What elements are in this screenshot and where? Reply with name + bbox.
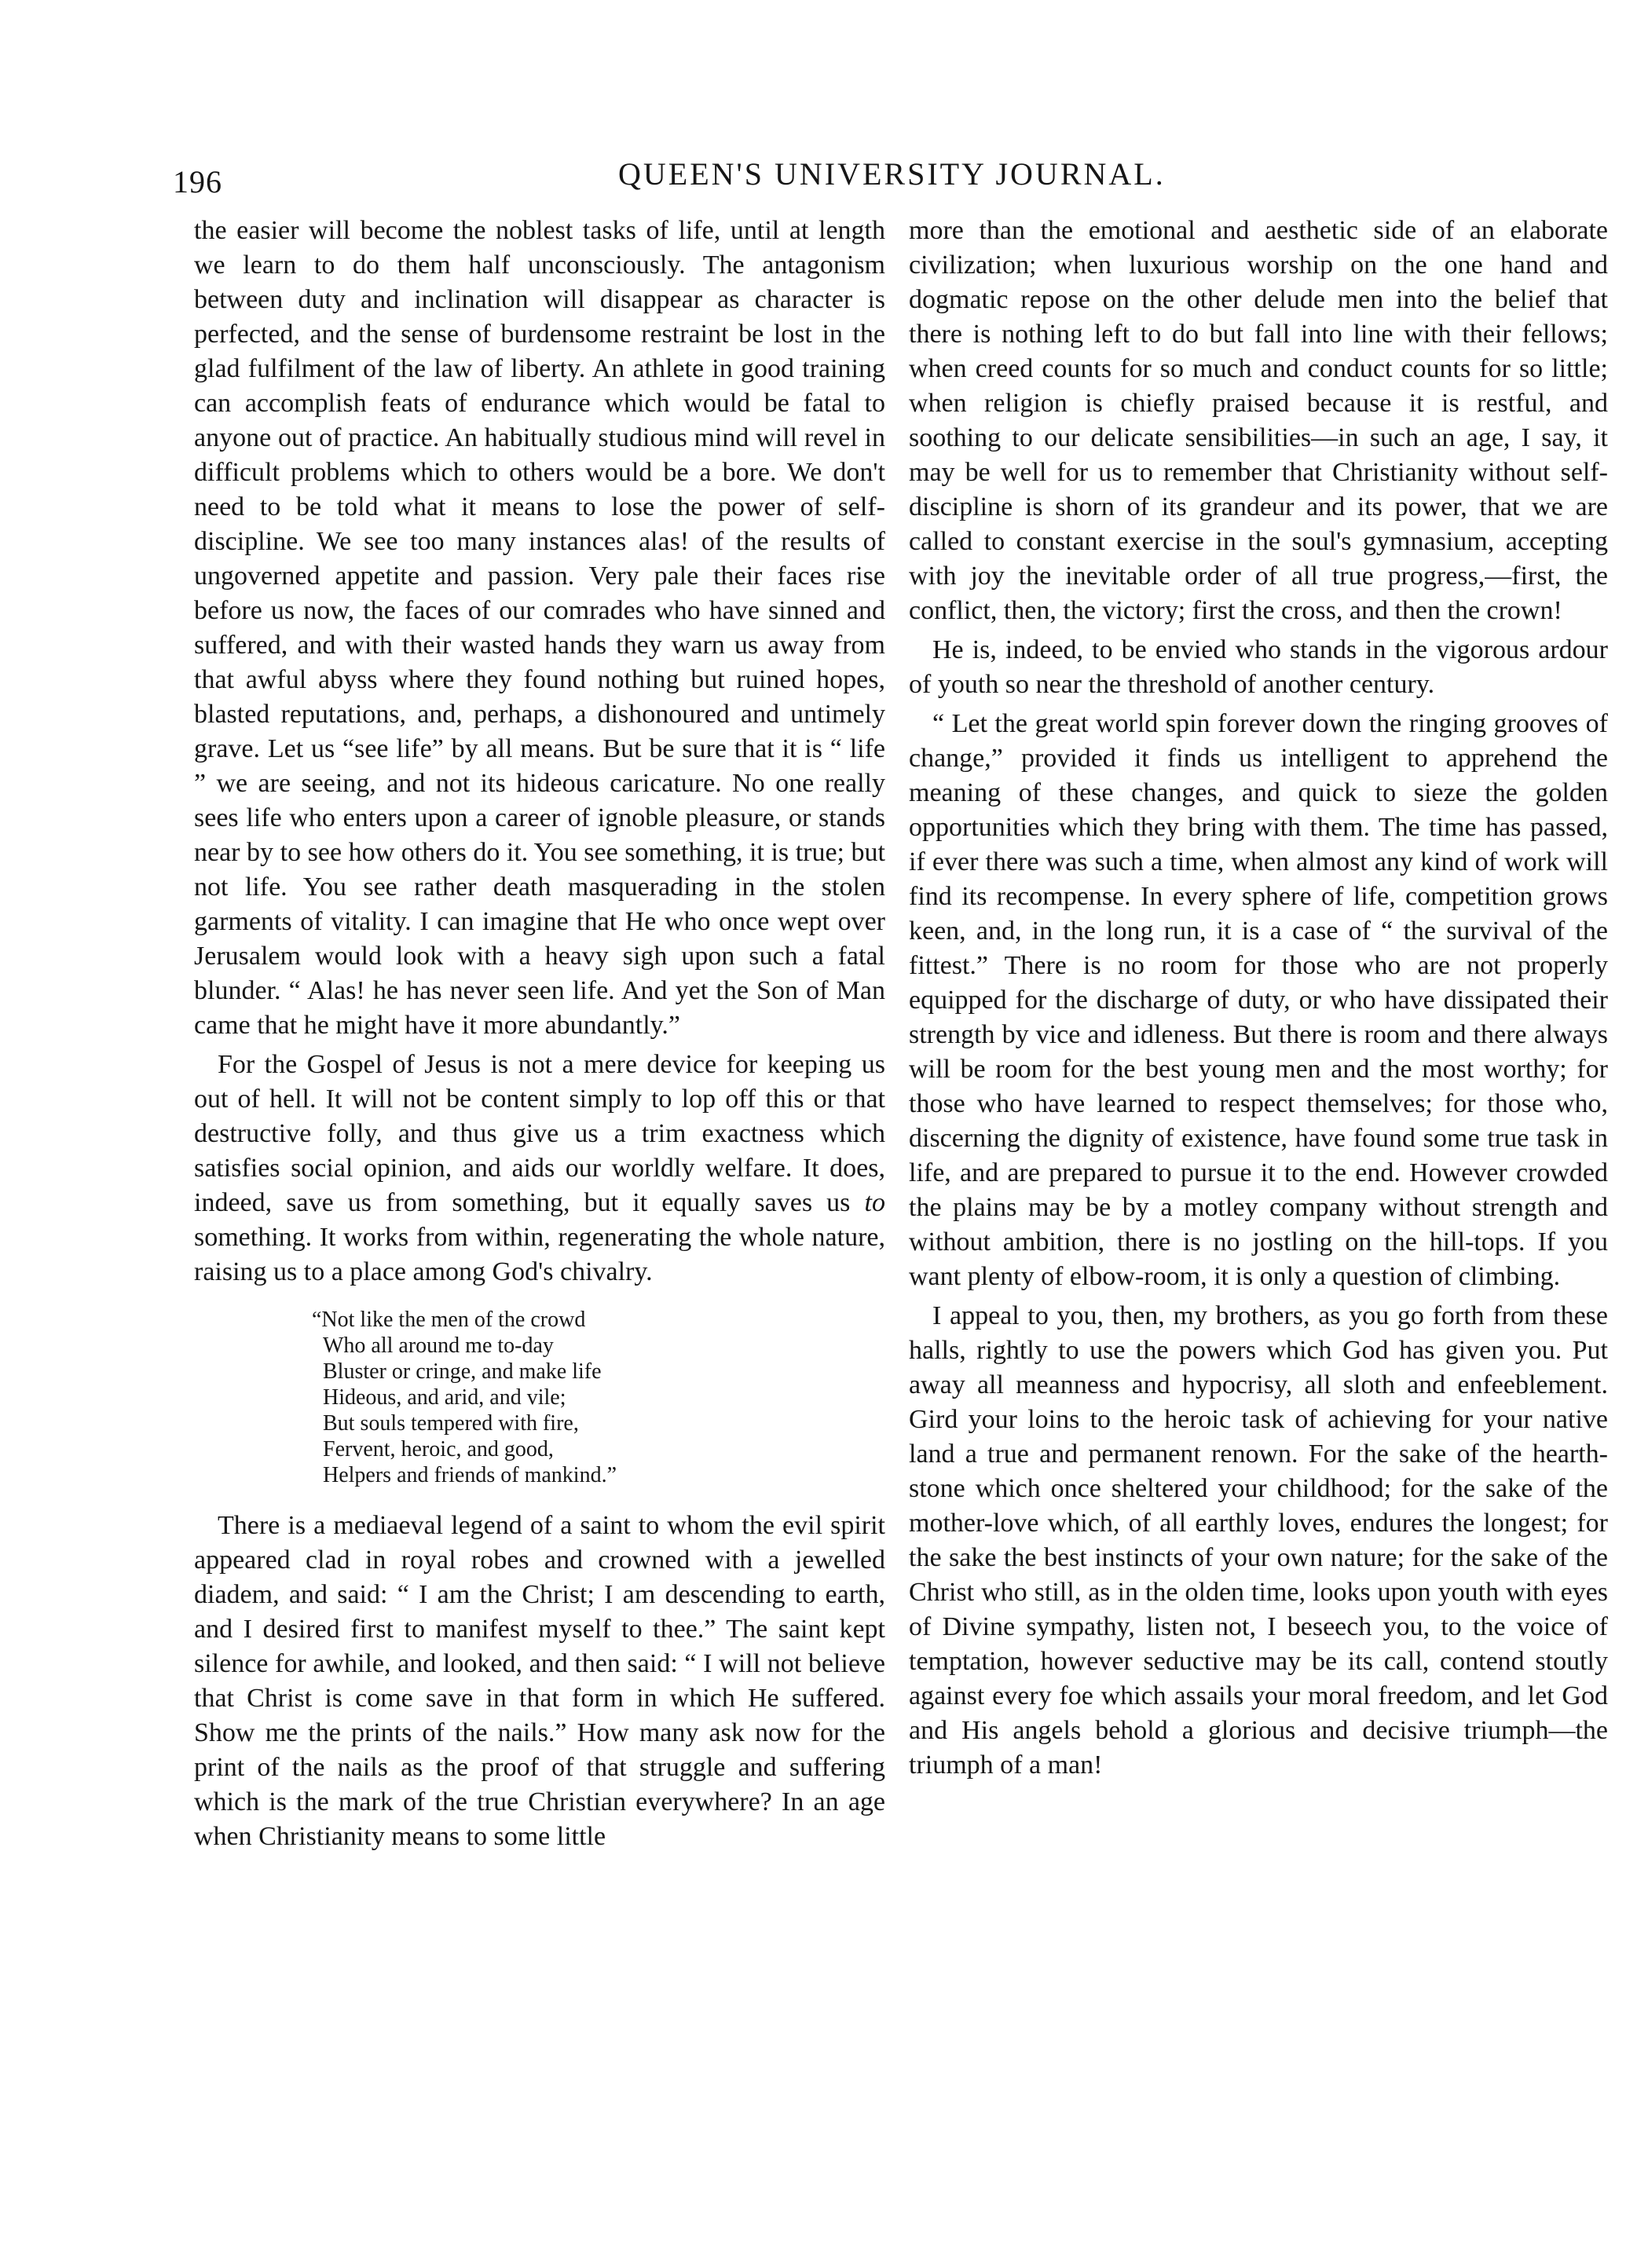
paragraph: There is a mediaeval legend of a saint to whom the evil spirit appeared clad in royal robes and crowned with a jewelled diadem, and said: “ I am the Christ; I am descending to earth, and I desired first to manifest myself to thee.” The saint kept silence for awhile, and looked, and then said: “ I will not believe that Christ is come save in that form in which He suffered. Show me the prints of the nails.” How many ask now for the print of the nails as the proof of that struggle and suffering which is the mark of the true Christian everywhere? In an age when Christianity means to some little — [194, 1511, 885, 1851]
poem-line: Hideous, and arid, and vile; — [323, 1385, 566, 1410]
paragraph: the easier will become the noblest tasks of life, until at length we learn to do them half unconsciously. The antagonism between duty and inclination will disappear as character is perfected, and the sense of burdensome restraint be lost in the glad fulfilment of the law of liberty. An athlete in good training can accomplish feats of endurance which would be fatal to anyone out of practice. An habitually studious mind will revel in difficult problems which to others would be a bore. We don't need to be told what it means to lose the power of self-discipline. We see too many instances alas! of the results of ungoverned appetite and passion. Very pale their faces rise before us now, the faces of our comrades who have sinned and suffered, and with their wasted hands they warn us away from that awful abyss where they found nothing but ruined hopes, blasted reputations, and, perhaps, a dishonoured and untimely grave. Let us “see life” by all means. But be sure that it is “ life ” we are seeing, and not its hideous caricature. No one really sees life who enters upon a career of ignoble pleasure, or stands near by to see how others do it. You see something, it is true; but not life. You see rather death masquerading in the stolen garments of vitality. I can imagine that He who once wept over Jerusalem would look with a heavy sigh upon such a fatal blunder. “ Alas! he has never seen life. And yet the Son of Man came that he might have it more abundantly.” — [194, 216, 885, 1040]
page-number: 196 — [173, 164, 222, 199]
poem-line: Fervent, heroic, and good, — [323, 1437, 554, 1461]
poem-line: Who all around me to-day — [323, 1333, 554, 1358]
right-column — [909, 214, 1608, 1783]
text-run: For the Gospel of Jesus is not a mere device for keeping us out of hell. It will not be content simply to lop off this or that destructive folly, and thus give us a trim exactness which satisfies social opinion, and aids our worldly welfare. It does, indeed, save us from something, but it equally saves us — [194, 1050, 885, 1217]
paragraph: He is, indeed, to be envied who stands in the vigorous ardour of youth so near the threshold of another century. — [909, 635, 1608, 699]
poem-line: Bluster or cringe, and make life — [323, 1359, 602, 1384]
poem-quote — [194, 1307, 885, 1488]
poem-line: But souls tempered with fire, — [323, 1411, 579, 1436]
paragraph: I appeal to you, then, my brothers, as you go forth from these halls, rightly to use the powers which God has given you. Put away all meanness and hypocrisy, all sloth and enfeeblement. Gird your loins to the heroic task of achieving for your native land a true and permanent renown. For the sake of the hearth-stone which once sheltered your childhood; for the sake of the mother-love which, of all earthly loves, endures the longest; for the sake the best instincts of your own nature; for the sake of the Christ who still, as in the olden time, looks upon youth with eyes of Divine sympathy, listen not, I beseech you, to the voice of temptation, however seductive may be its call, contend stoutly against every foe which assails your moral freedom, and let God and His angels behold a glorious and decisive triumph—the triumph of a man! — [909, 1301, 1608, 1780]
paragraph: more than the emotional and aesthetic side of an elaborate civilization; when luxurious worship on the one hand and dogmatic repose on the other delude men into the belief that there is nothing left to do but fall into line with their fellows; when creed counts for so much and conduct counts for so little; when religion is chiefly praised because it is restful, and soothing to our delicate sensibilities—in such an age, I say, it may be well for us to remember that Christianity without self-discipline is shorn of its grandeur and its power, that we are called to constant exercise in the soul's gymnasium, accepting with joy the inevitable order of all true progress,—first, the conflict, then, the victory; first the cross, and then the crown! — [909, 216, 1608, 625]
poem-line: Helpers and friends of mankind.” — [323, 1463, 617, 1487]
paragraph — [194, 1048, 885, 1289]
left-column — [194, 214, 885, 1854]
paragraph: “ Let the great world spin forever down the ringing grooves of change,” provided it finds us intelligent to apprehend the meaning of these changes, and quick to sieze the golden opportunities which they bring with them. The time has passed, if ever there was such a time, when almost any kind of work will find its recompense. In every sphere of life, competition grows keen, and, in the long run, it is a case of “ the survival of the fittest.” There is no room for those who are not properly equipped for the discharge of duty, or who have dissipated their strength by vice and idleness. But there is room and there always will be room for the best young men and the most worthy; for those who have learned to respect themselves; for those who, discerning the dignity of existence, have found some true task in life, and are prepared to pursue it to the end. However crowded the plains may be by a motley company without strength and without ambition, there is no jostling on the hill-tops. If you want plenty of elbow-room, it is only a question of climbing. — [909, 709, 1608, 1291]
text-run: something. It works from within, regenerating the whole nature, raising us to a place among God's chivalry. — [194, 1223, 885, 1286]
emphasis: to — [864, 1188, 885, 1217]
poem-line: “Not like the men of the crowd — [312, 1308, 586, 1332]
running-head: QUEEN'S UNIVERSITY JOURNAL. — [618, 156, 1166, 192]
